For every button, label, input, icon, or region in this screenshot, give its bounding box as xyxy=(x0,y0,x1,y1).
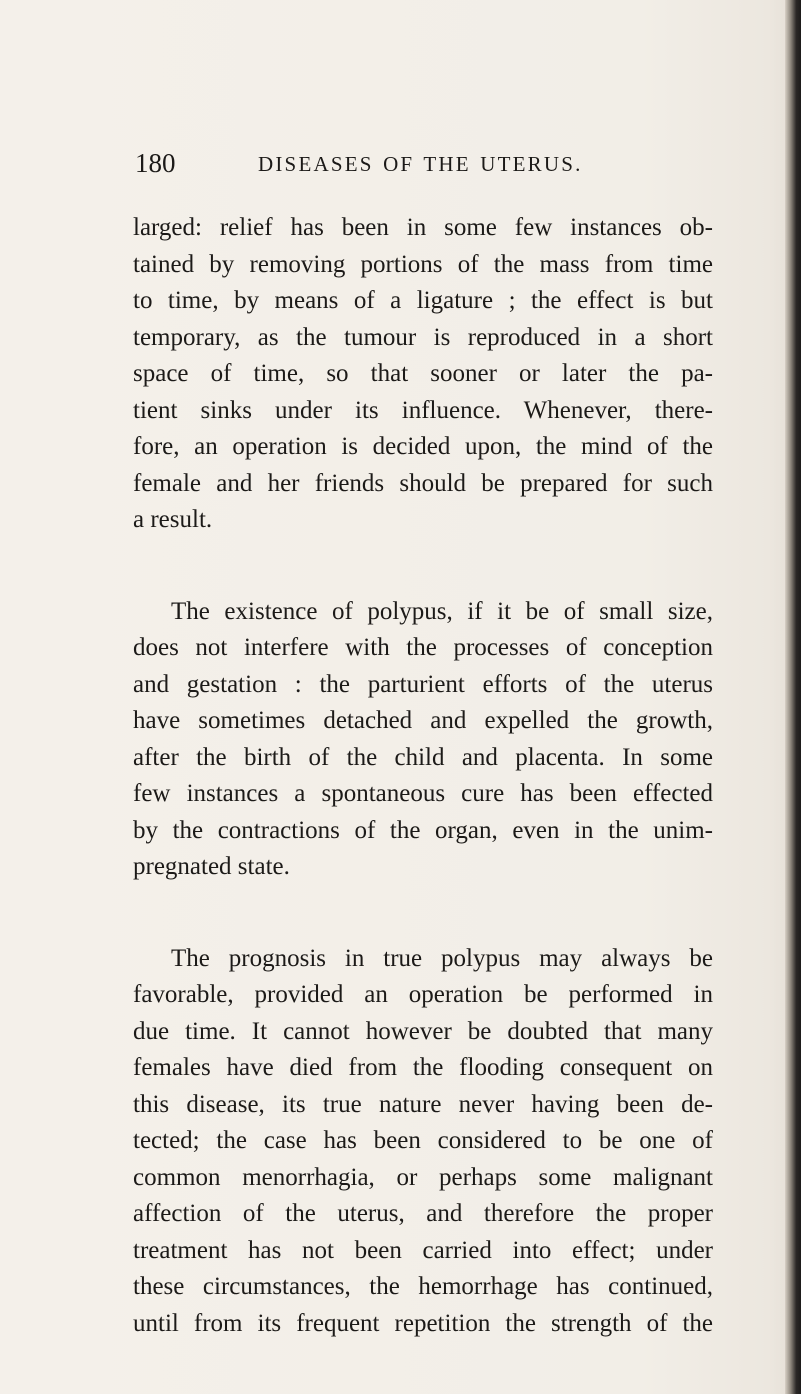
text-line: does not interfere with the processes of conception xyxy=(133,634,713,661)
text-line: The prognosis in true polypus may always be xyxy=(171,944,713,972)
text-line: due time. It cannot however be doubted that many xyxy=(133,1017,713,1045)
running-head: DISEASES OF THE UTERUS. xyxy=(258,152,583,176)
text-line: tained by removing portions of the mass from time xyxy=(133,250,713,278)
paragraph-1 xyxy=(133,210,713,539)
text-line: these circumstances, the hemorrhage has continued, xyxy=(133,1273,713,1300)
text-line: female and her friends should be prepared for such xyxy=(133,469,713,497)
text-line: until from its frequent repetition the strength of the xyxy=(133,1309,713,1337)
text-line: fore, an operation is decided upon, the mind of the xyxy=(133,433,713,460)
text-line: tected; the case has been considered to be one of xyxy=(133,1127,713,1154)
text-line: favorable, provided an operation be performed in xyxy=(133,981,713,1008)
page-number: 180 xyxy=(135,148,176,178)
text-line: have sometimes detached and expelled the growth, xyxy=(133,707,713,734)
text-line: space of time, so that sooner or later the pa- xyxy=(133,360,713,387)
text-line: this disease, its true nature never having been de- xyxy=(133,1090,713,1118)
text-line: to time, by means of a ligature ; the effect is but xyxy=(133,287,713,314)
paragraph-3 xyxy=(133,941,713,1343)
text-line: pregnated state. xyxy=(133,853,290,880)
text-line: by the contractions of the organ, even in the unim- xyxy=(133,816,713,844)
text-line: few instances a spontaneous cure has been effected xyxy=(133,780,713,807)
text-line: after the birth of the child and placenta. In some xyxy=(133,743,713,771)
paragraph-gap xyxy=(133,886,713,941)
body-text xyxy=(133,210,713,1342)
text-line: temporary, as the tumour is reproduced in a short xyxy=(133,323,713,351)
paragraph-2 xyxy=(133,594,713,886)
book-spine-shadow xyxy=(785,0,801,1394)
text-line: and gestation : the parturient efforts of the uterus xyxy=(133,670,713,698)
text-line: treatment has not been carried into effect; under xyxy=(133,1236,713,1264)
paragraph-gap xyxy=(133,539,713,594)
text-line: The existence of polypus, if it be of small size, xyxy=(171,597,713,625)
text-line: tient sinks under its influence. Whenever, there- xyxy=(133,396,713,424)
text-line: a result. xyxy=(133,506,213,533)
text-line: common menorrhagia, or perhaps some malignant xyxy=(133,1163,713,1191)
page-header xyxy=(135,148,715,188)
text-line: females have died from the flooding consequent on xyxy=(133,1054,713,1081)
text-line: affection of the uterus, and therefore the proper xyxy=(133,1200,713,1227)
text-line: larged: relief has been in some few instances ob- xyxy=(133,214,713,241)
